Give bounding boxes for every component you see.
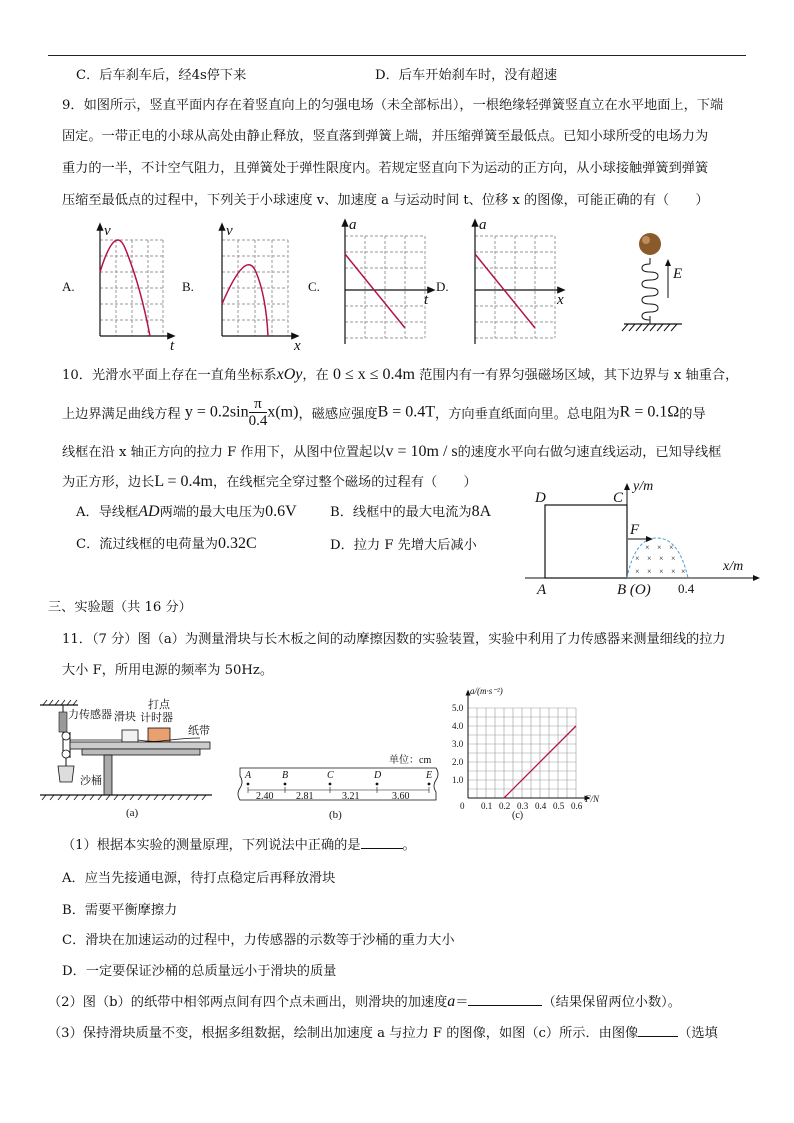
svg-text:×: × [671, 567, 676, 576]
corner-bo: B (O) [617, 582, 651, 598]
q8-option-c: C．后车刹车后，经4s停下来 [76, 68, 247, 83]
q11-p3-text: （3）保持滑块质量不变，根据多组数据，绘制出加速度 a 与拉力 F 的图像，如图（c）所示．由图像 [48, 1026, 639, 1041]
label-tape: 纸带 [188, 725, 210, 737]
field-label-e: E [673, 266, 683, 282]
q10-text-3 [62, 441, 721, 461]
caption-b: (b) [329, 809, 342, 820]
axis-x-label: x/m [723, 559, 744, 574]
q9-line-c [345, 254, 405, 328]
q10-opt-b-val: 8A [471, 503, 492, 520]
q10-opt-b-t1: B．线框中的最大电流为 [330, 505, 472, 520]
q10-t1c: 范围内有一有界匀强磁场区域，其下边界与 x 轴重合， [419, 368, 739, 383]
q9-axis-t-c: t [424, 292, 429, 308]
q11-text-2: 大小 F，所用电源的频率为 50Hz。 [62, 663, 274, 678]
sand-bucket [58, 766, 74, 782]
q11-p1-end: 。 [402, 838, 416, 853]
q10-t4b: ，在线框完全穿过整个磁场的过程有（ ） [212, 475, 477, 490]
q10-option-c [76, 533, 257, 553]
q10-t4a: 为正方形，边长 [62, 475, 155, 490]
q9-axis-a-c: a [349, 217, 357, 233]
q9-axis-x-b: x [294, 338, 301, 352]
q11-p1 [62, 834, 416, 853]
q11-p1-text: （1）根据本实验的测量原理，下列说法中正确的是 [62, 838, 361, 853]
q9-curve-b [222, 265, 268, 336]
q10-option-b [330, 501, 491, 521]
label-timer-1: 打点 [148, 699, 170, 711]
x-tick-label: 0.3 [517, 801, 529, 811]
q11-option-b: B．需要平衡摩擦力 [62, 903, 178, 918]
wire-frame [545, 505, 627, 578]
tick-04: 0.4 [678, 581, 695, 596]
q10-option-d: D．拉力 F 先增大后减小 [330, 538, 477, 553]
q11-p2-eq: ＝ [455, 995, 469, 1010]
q10-opt-a-t1: A．导线框 [76, 505, 139, 520]
q9-figures [0, 212, 794, 352]
chart-c-caption: (c) [512, 810, 524, 821]
q9-axis-t-a: t [170, 338, 175, 352]
tape-unit: 单位：cm [389, 755, 432, 766]
x-tick-label: 0.1 [481, 801, 493, 811]
q10-t2a: 上边界满足曲线方程 [62, 407, 181, 422]
label-sensor: 力传感器 [68, 709, 112, 721]
spring-apparatus [622, 233, 682, 331]
q8-option-d: D．后车开始刹车时，没有超速 [375, 68, 558, 83]
answer-blank-1[interactable] [361, 834, 403, 849]
svg-text:×: × [669, 543, 674, 552]
q10-eq-den: 0.4 [248, 413, 268, 429]
charged-ball [639, 233, 661, 255]
svg-text:×: × [645, 543, 650, 552]
q11-p3-end: （选填 [678, 1026, 718, 1041]
q9-option-a-label: A. [62, 279, 75, 294]
answer-blank-2[interactable] [468, 991, 542, 1006]
q10-resistance: R = 0.1Ω [619, 403, 680, 421]
q10-opt-c-t1: C．流过线框的电荷量为 [76, 537, 218, 552]
q9-option-d-label: D. [436, 279, 449, 294]
q10-opt-c-val: 0.32C [217, 535, 257, 552]
q11-p2-end: （结果保留两位小数）。 [542, 995, 681, 1010]
q9-option-c-label: C. [308, 279, 320, 294]
q10-text-4 [62, 471, 477, 491]
caption-a: (a) [126, 807, 139, 819]
label-bucket: 沙桶 [80, 775, 102, 787]
q9-text-3: 重力的一半，不计空气阻力，且弹簧处于弹性限度内。若规定竖直向下为运动的正方向，从小球接触弹簧到弹簧 [62, 161, 709, 176]
y-tick-label: 1.0 [452, 775, 464, 785]
gap-ab: 2.40 [256, 791, 274, 802]
q10-t1b: ，在 [302, 368, 329, 383]
q10-opt-a-t2: 两端的最大电压为 [159, 505, 266, 520]
q11-option-c: C．滑块在加速运动的过程中，力传感器的示数等于沙桶的重力大小 [62, 933, 455, 948]
tape-point-b: B [282, 770, 289, 781]
q9-graph-c [345, 236, 425, 338]
q10-system: xOy [276, 366, 303, 383]
y-tick-label: 5.0 [452, 703, 464, 713]
q11-p3 [48, 1022, 718, 1041]
svg-text:×: × [647, 554, 652, 563]
svg-text:×: × [635, 554, 640, 563]
y-tick-label: 3.0 [452, 739, 464, 749]
chart-c-ylabel: a/(m·s⁻²) [470, 686, 503, 696]
q10-t1a: 10．光滑水平面上存在一直角坐标系 [62, 368, 277, 383]
q10-t2d: 的导 [679, 407, 706, 422]
q9-text-2: 固定。一带正电的小球从高处由静止释放，竖直落到弹簧上端，并压缩弹簧至最低点。已知小球所受的电场力为 [62, 129, 709, 144]
axis-y-label: y/m [633, 479, 654, 494]
q9-graph-a [100, 240, 163, 336]
svg-text:×: × [657, 543, 662, 552]
spring-coil [642, 264, 658, 320]
q10-eq-part2: x(m) [267, 403, 299, 421]
q9-text-4: 压缩至最低点的过程中，下列关于小球速度 v、加速度 a 与运动时间 t、位移 x 的图像，可能正确的有（ ） [62, 193, 709, 208]
q9-axis-x-d: x [557, 292, 564, 308]
label-timer-2: 计时器 [140, 712, 173, 724]
q10-eq-part1: y = 0.2sin [184, 403, 249, 421]
x-tick-label: 0.4 [535, 801, 547, 811]
q10-b-field: B = 0.4T [377, 403, 436, 421]
chart-c-grid [468, 708, 576, 798]
q9-axis-v-a: v [104, 223, 111, 239]
q10-range: 0 ≤ x ≤ 0.4m [332, 366, 415, 383]
field-crosses [635, 543, 686, 576]
q11-p2-var: a [447, 993, 456, 1010]
q10-t2c: ，方向垂直纸面向里。总电阻为 [435, 407, 620, 422]
q10-length: L = 0.4m [154, 473, 213, 490]
q10-eq-fraction [249, 396, 268, 429]
q11-option-d: D．一定要保证沙桶的总质量远小于滑块的质量 [62, 964, 337, 979]
q10-velocity: v = 10m / s [385, 443, 458, 460]
q10-t2b: ，磁感应强度 [298, 407, 378, 422]
dot-timer [148, 728, 170, 742]
q11-figure-a [40, 688, 220, 823]
y-tick-label: 4.0 [452, 721, 464, 731]
x-tick-label: 0.5 [553, 801, 565, 811]
q11-p2-text: （2）图（b）的纸带中相邻两点间有四个点未画出，则滑块的加速度 [48, 995, 448, 1010]
q9-graph-b [222, 240, 288, 336]
q9-option-b-label: B. [182, 279, 194, 294]
q9-text-1: 9．如图所示，竖直平面内存在着竖直向上的匀强电场（未全部标出），一根绝缘轻弹簧竖直立在水平地面上，下端 [62, 98, 724, 113]
corner-c: C [613, 490, 624, 506]
table-leg [104, 755, 112, 795]
answer-blank-3[interactable] [638, 1022, 678, 1037]
q10-option-a [76, 501, 297, 521]
tape-point-a: A [245, 770, 252, 781]
x-tick-label: 0.6 [571, 801, 583, 811]
q11-figure-b [234, 740, 444, 820]
svg-text:×: × [659, 567, 664, 576]
label-slider: 滑块 [114, 711, 136, 723]
corner-d: D [535, 490, 546, 506]
q10-t3a: 线框在沿 x 轴正方向的拉力 F 作用下，从图中位置起以 [62, 445, 386, 460]
x-tick-label: 0 [460, 801, 465, 811]
slider-block [122, 730, 138, 742]
corner-a: A [537, 582, 547, 598]
tape-point-d: D [374, 770, 382, 781]
q10-t3b: 的速度水平向右做匀速直线运动，已知导线框 [457, 445, 722, 460]
q10-text-2 [62, 396, 706, 429]
q9-axis-v-b: v [226, 223, 233, 239]
long-board [70, 742, 210, 749]
gap-de: 3.60 [392, 791, 410, 802]
gap-cd: 3.21 [342, 791, 360, 802]
chart-c-xlabel: F/N [585, 794, 600, 804]
q9-axis-a-d: a [479, 217, 487, 233]
header-rule [48, 55, 746, 56]
q10-eq-pi: π [249, 396, 268, 413]
force-sensor [59, 712, 67, 732]
svg-text:×: × [635, 567, 640, 576]
force-label: F [630, 522, 640, 538]
tape-point-e: E [426, 770, 433, 781]
q10-opt-a-ad: AD [138, 503, 160, 520]
q11-option-a: A．应当先接通电源，待打点稳定后再释放滑块 [62, 871, 336, 886]
q11-text-1: 11．（7 分）图（a）为测量滑块与长木板之间的动摩擦因数的实验装置，实验中利用了力传感器来测量细线的拉力 [62, 632, 726, 647]
q11-figure-c [448, 684, 608, 824]
svg-text:×: × [681, 567, 686, 576]
svg-text:×: × [647, 567, 652, 576]
q9-line-d [475, 254, 535, 328]
q10-text-1 [62, 364, 738, 384]
gap-bc: 2.81 [296, 791, 314, 802]
svg-text:×: × [659, 554, 664, 563]
svg-text:×: × [671, 554, 676, 563]
q10-figure [525, 478, 785, 598]
chart-c-ticks [452, 703, 583, 811]
section-title: 三、实验题（共 16 分） [48, 600, 192, 615]
q9-graph-d [475, 236, 555, 338]
q11-p2 [48, 991, 681, 1011]
x-tick-label: 0.2 [499, 801, 511, 811]
q10-opt-a-val: 0.6V [265, 503, 297, 520]
tape-point-c: C [327, 770, 334, 781]
y-tick-label: 2.0 [452, 757, 464, 767]
